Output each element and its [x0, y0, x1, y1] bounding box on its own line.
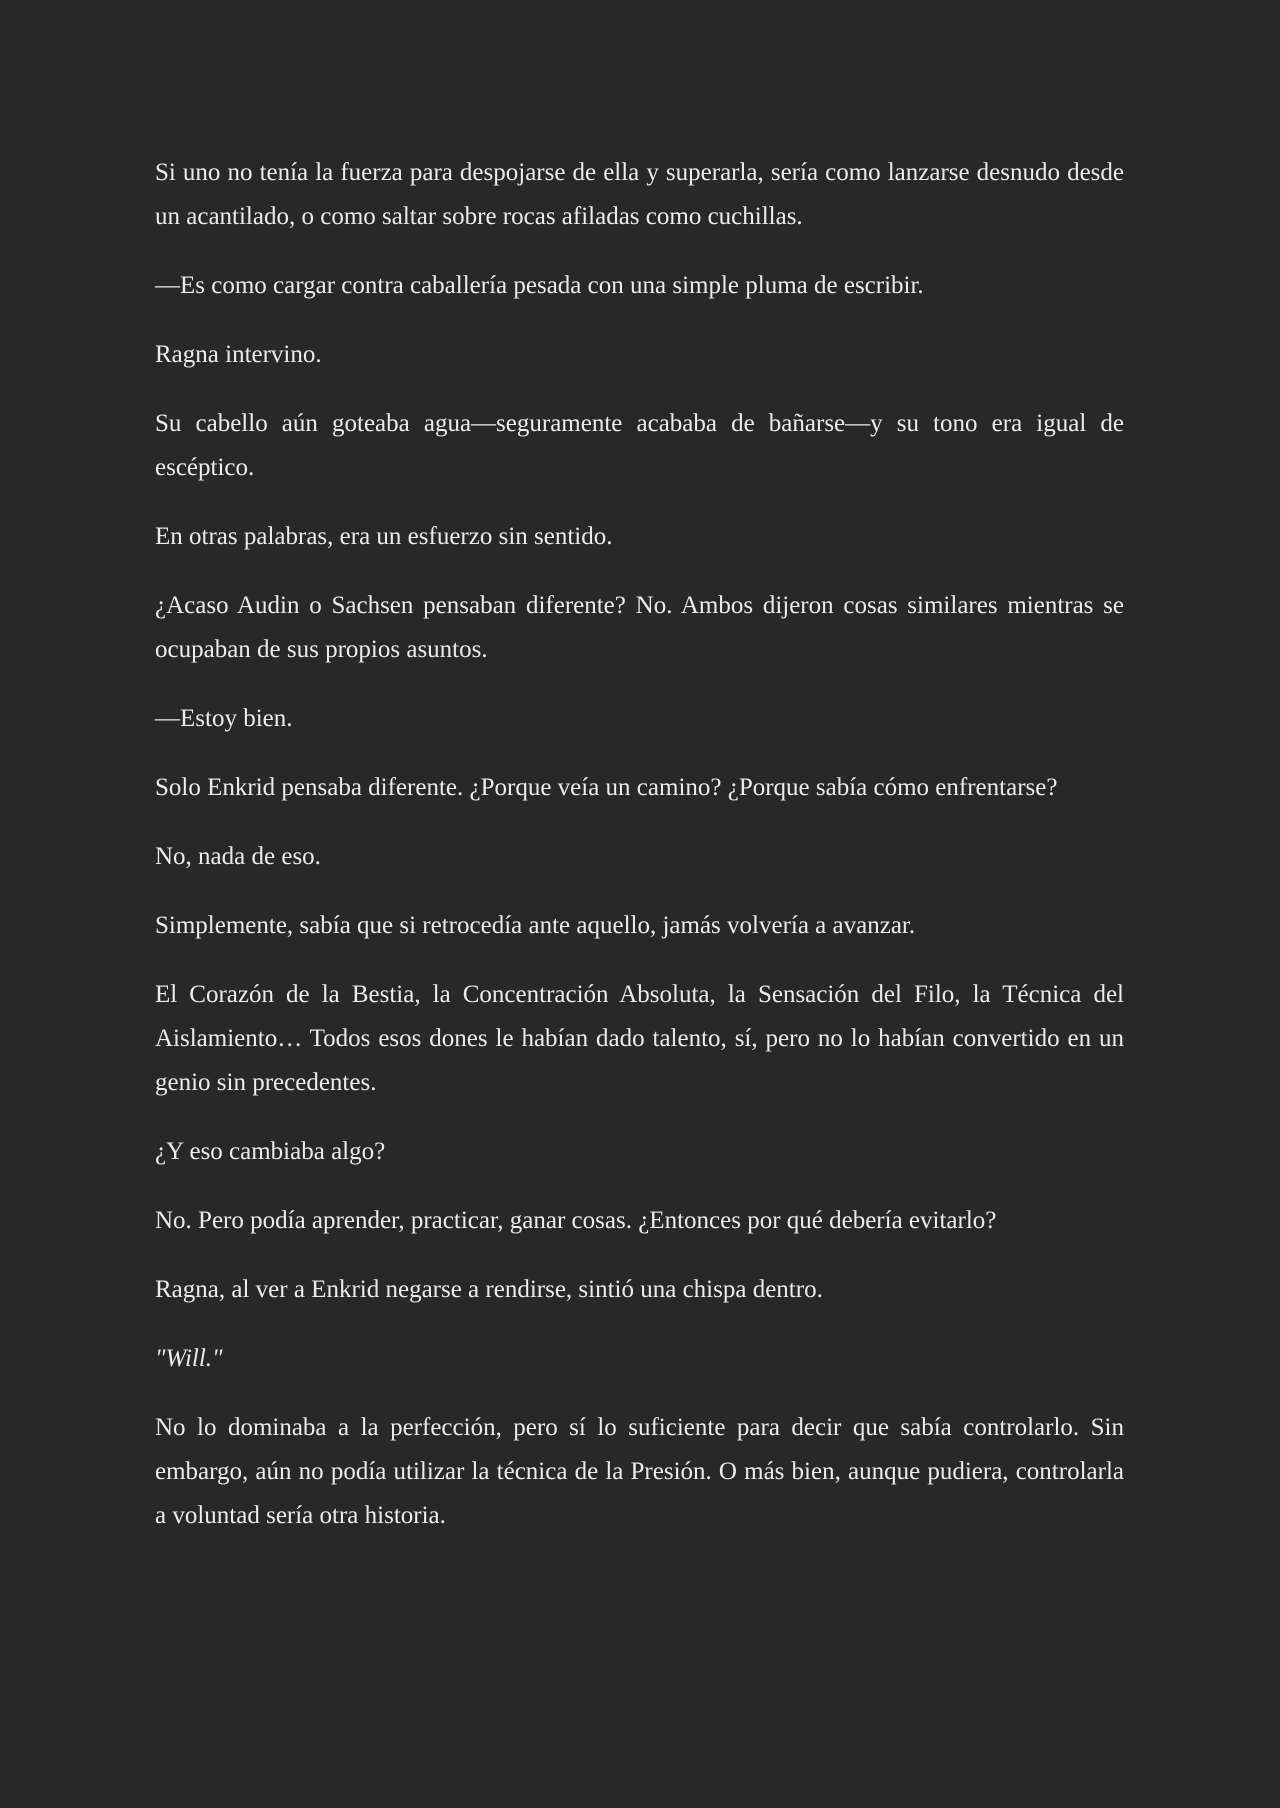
dialogue-line: —Es como cargar contra caballería pesada con una simple pluma de escribir.	[155, 272, 924, 299]
paragraph: El Corazón de la Bestia, la Concentración Absoluta, la Sensación del Filo, la Técnica del Aislamiento… Todos esos dones le habían dado talento, sí, pero no lo habían convertido en un genio sin precedentes.	[155, 981, 1124, 1096]
dialogue-line: —Estoy bien.	[155, 705, 293, 732]
paragraph: En otras palabras, era un esfuerzo sin sentido.	[155, 523, 613, 550]
chapter-text	[155, 151, 1124, 1563]
paragraph: ¿Acaso Audin o Sachsen pensaban diferente? No. Ambos dijeron cosas similares mientras se ocupaban de sus propios asuntos.	[155, 592, 1124, 663]
paragraph: Ragna, al ver a Enkrid negarse a rendirse, sintió una chispa dentro.	[155, 1276, 823, 1303]
paragraph: Ragna intervino.	[155, 341, 322, 368]
paragraph: No lo dominaba a la perfección, pero sí lo suficiente para decir que sabía controlarlo. Sin embargo, aún no podía utilizar la técnica de la Presión. O más bien, aunque pudiera, controlarla a voluntad sería otra historia.	[155, 1414, 1124, 1529]
paragraph: Si uno no tenía la fuerza para despojarse de ella y superarla, sería como lanzarse desnudo desde un acantilado, o como saltar sobre rocas afiladas como cuchillas.	[155, 159, 1124, 230]
italic-thought: "Will."	[155, 1345, 223, 1372]
paragraph: Simplemente, sabía que si retrocedía ante aquello, jamás volvería a avanzar.	[155, 912, 916, 939]
paragraph: ¿Y eso cambiaba algo?	[155, 1138, 386, 1165]
paragraph: No. Pero podía aprender, practicar, ganar cosas. ¿Entonces por qué debería evitarlo?	[155, 1207, 997, 1234]
paragraph: Su cabello aún goteaba agua—seguramente acababa de bañarse—y su tono era igual de escéptico.	[155, 410, 1124, 481]
paragraph: Solo Enkrid pensaba diferente. ¿Porque veía un camino? ¿Porque sabía cómo enfrentarse?	[155, 774, 1058, 801]
paragraph: No, nada de eso.	[155, 843, 321, 870]
